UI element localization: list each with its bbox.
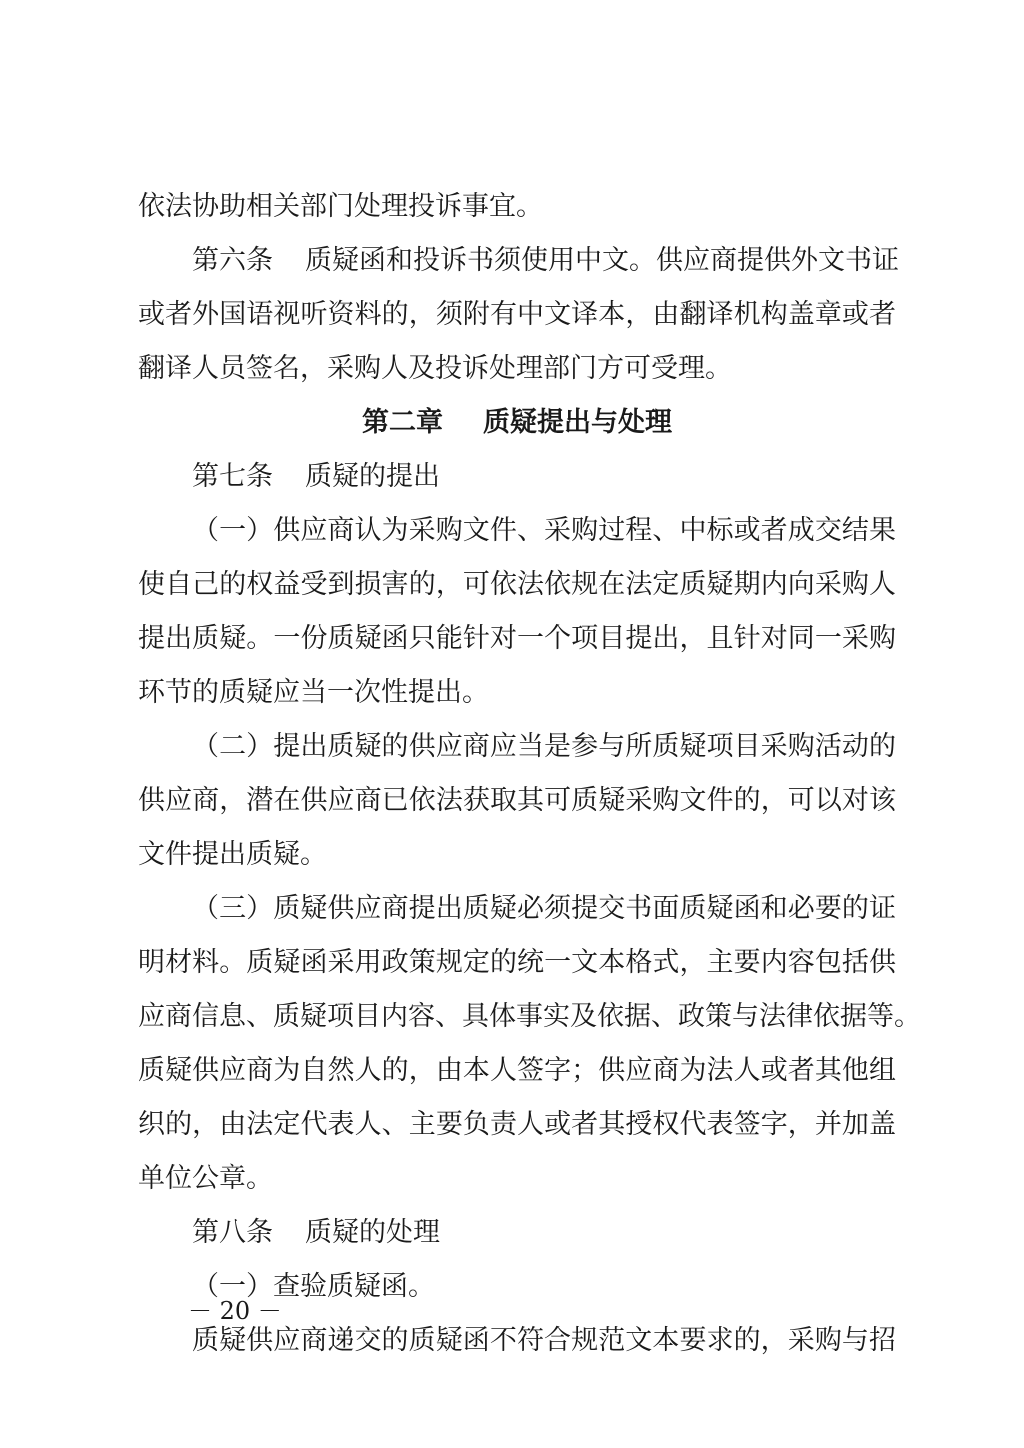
- paragraph-line: 翻译人员签名，采购人及投诉处理部门方可受理。: [138, 353, 732, 384]
- paragraph-line: 环节的质疑应当一次性提出。: [138, 677, 489, 708]
- article-8-title: 质疑的处理: [305, 1217, 440, 1248]
- paragraph-line: 质疑供应商为自然人的，由本人签字；供应商为法人或者其他组: [138, 1055, 896, 1086]
- paragraph-line: 依法协助相关部门处理投诉事宜。: [138, 191, 543, 222]
- article-7-title: 质疑的提出: [305, 461, 440, 492]
- paragraph-line: 或者外国语视听资料的，须附有中文译本，由翻译机构盖章或者: [138, 299, 896, 330]
- paragraph-line: （三）质疑供应商提出质疑必须提交书面质疑函和必要的证: [192, 893, 896, 924]
- paragraph-line: 文件提出质疑。: [138, 839, 327, 870]
- paragraph-line: 使自己的权益受到损害的，可依法依规在法定质疑期内向采购人: [138, 569, 896, 600]
- paragraph-line: 单位公章。: [138, 1163, 273, 1194]
- chapter-label: 第二章: [362, 407, 443, 438]
- paragraph-line: 明材料。质疑函采用政策规定的统一文本格式，主要内容包括供: [138, 947, 896, 978]
- paragraph-line: 织的，由法定代表人、主要负责人或者其授权代表签字，并加盖: [138, 1109, 896, 1140]
- article-6-line: [138, 234, 899, 288]
- article-8-label: 第八条: [192, 1217, 273, 1248]
- paragraph-line: （二）提出质疑的供应商应当是参与所质疑项目采购活动的: [192, 731, 896, 762]
- article-6-text: 质疑函和投诉书须使用中文。供应商提供外文书证: [305, 245, 899, 276]
- article-6-label: 第六条: [192, 245, 273, 276]
- page-number: － 20 －: [188, 1297, 282, 1325]
- chapter-heading: [138, 396, 896, 450]
- paragraph-line: 提出质疑。一份质疑函只能针对一个项目提出，且针对同一采购: [138, 623, 896, 654]
- chapter-title: 质疑提出与处理: [483, 407, 672, 438]
- paragraph-line: 应商信息、质疑项目内容、具体事实及依据、政策与法律依据等。: [138, 1001, 921, 1032]
- article-8-heading: [138, 1206, 896, 1260]
- article-7-label: 第七条: [192, 461, 273, 492]
- paragraph-line: （一）查验质疑函。: [192, 1271, 435, 1302]
- paragraph-line: 质疑供应商递交的质疑函不符合规范文本要求的，采购与招: [192, 1325, 896, 1356]
- paragraph-line: 供应商，潜在供应商已依法获取其可质疑采购文件的，可以对该: [138, 785, 896, 816]
- article-7-heading: [138, 450, 896, 504]
- paragraph-line: （一）供应商认为采购文件、采购过程、中标或者成交结果: [192, 515, 896, 546]
- document-body: [138, 180, 921, 1368]
